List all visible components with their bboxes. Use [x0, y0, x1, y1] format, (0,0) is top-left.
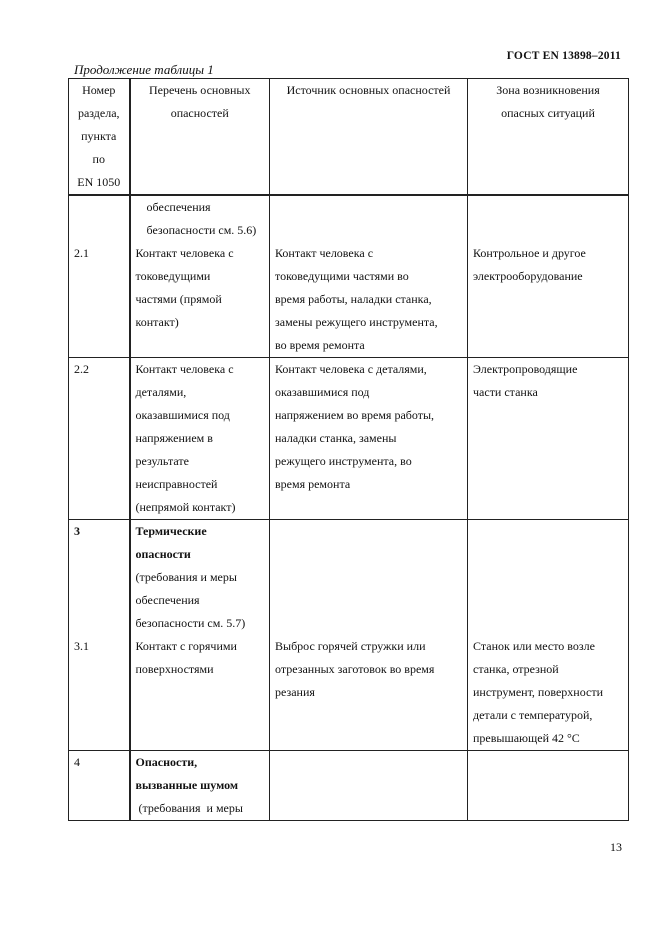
row-3-source — [270, 520, 468, 751]
text-line: электрооборудование — [473, 269, 583, 283]
text-line: режущего инструмента, во — [275, 454, 412, 468]
row-4-zone — [468, 751, 629, 821]
table-row-2-1 — [69, 195, 629, 358]
text-line: напряжением во время работы, — [275, 408, 435, 422]
row-4-note — [136, 797, 265, 820]
row-3-hazard — [130, 520, 270, 751]
document-code: ГОСТ EN 13898–2011 — [506, 50, 621, 62]
text-line: пункта — [81, 129, 117, 143]
text-line: (требования и меры — [135, 801, 243, 815]
row-2-1-carry-text — [136, 196, 265, 242]
table-continuation-caption: Продолжение таблицы 1 — [74, 62, 214, 77]
row-2-1-hazard — [130, 195, 270, 358]
row-3-1-zone-text — [473, 635, 623, 750]
row-3-number: 3 3.1 — [69, 520, 130, 751]
text-line: инструмент, поверхности — [473, 685, 603, 699]
table-header-row — [69, 79, 629, 196]
text-line: время работы, наладки станка, — [275, 292, 432, 306]
text-line: Контакт человека с деталями, — [275, 362, 427, 376]
text-line: время ремонта — [275, 477, 351, 491]
row-2-2-zone — [468, 358, 629, 520]
text-line: по — [92, 152, 105, 166]
text-line: безопасности см. 5.6) — [146, 223, 257, 237]
table-row-3 — [69, 520, 629, 751]
text-line: Опасности, — [135, 755, 198, 769]
row-2-1-source-text — [275, 242, 462, 357]
text-line: EN 1050 — [77, 175, 121, 189]
text-line: контакт) — [135, 315, 179, 329]
text-line: отрезанных заготовок во время — [275, 662, 435, 676]
text-line: Электропроводящие — [473, 362, 578, 376]
text-line: (непрямой контакт) — [135, 500, 236, 514]
text-line: неисправностей — [135, 477, 218, 491]
text-line: Контрольное и другое — [473, 246, 586, 260]
text-line: напряжением в — [135, 431, 213, 445]
text-line: оказавшимися под — [135, 408, 230, 422]
text-line: детали с температурой, — [473, 708, 593, 722]
text-line: резания — [275, 685, 315, 699]
text-line: во время ремонта — [275, 338, 365, 352]
text-line: частями (прямой — [135, 292, 222, 306]
text-line: результате — [135, 454, 189, 468]
text-line: превышающей 42 °С — [473, 731, 580, 745]
row-4-title — [136, 751, 265, 797]
text-line: безопасности см. 5.7) — [135, 616, 246, 630]
header-hazard-zone — [468, 79, 629, 196]
text-line: Перечень основных — [149, 83, 251, 97]
text-line: токоведущими — [135, 269, 211, 283]
text-line: Контакт человека с — [135, 246, 234, 260]
row-4-hazard — [130, 751, 270, 821]
row-2-1-source — [270, 195, 468, 358]
text-line: поверхностями — [135, 662, 214, 676]
row-3-1-source-text — [275, 635, 462, 704]
row-3-zone — [468, 520, 629, 751]
row-2-2-hazard — [130, 358, 270, 520]
page-number: 13 — [610, 840, 622, 854]
header-hazard-source — [270, 79, 468, 196]
text-line: вызванные шумом — [135, 778, 239, 792]
text-line: Контакт человека с — [275, 246, 374, 260]
text-line: станка, отрезной — [473, 662, 559, 676]
text-line: Контакт человека с — [135, 362, 234, 376]
row-2-2-source — [270, 358, 468, 520]
text-line: оказавшимися под — [275, 385, 370, 399]
text-line: Источник основных опасностей — [286, 83, 451, 97]
text-line: токоведущими частями во — [275, 269, 409, 283]
text-line: обеспечения — [135, 593, 200, 607]
text-line: деталями, — [135, 385, 187, 399]
row-4-source — [270, 751, 468, 821]
table-row-4 — [69, 751, 629, 821]
row-2-1-hazard-text — [136, 242, 265, 334]
text-line: опасных ситуаций — [501, 106, 595, 120]
text-line: Термические — [135, 524, 207, 538]
header-section-number — [69, 79, 130, 196]
text-line: замены режущего инструмента, — [275, 315, 438, 329]
row-2-1-zone-text — [473, 242, 623, 288]
text-line: наладки станка, замены — [275, 431, 397, 445]
table-row-2-2 — [69, 358, 629, 520]
row-3-1-hazard-text — [136, 635, 265, 681]
row-3-note — [136, 566, 265, 635]
hazards-table — [68, 78, 629, 821]
row-2-1-zone — [468, 195, 629, 358]
text-line: (требования и меры — [135, 570, 237, 584]
text-line: Зона возникновения — [496, 83, 600, 97]
text-line: части станка — [473, 385, 538, 399]
text-line: опасностей — [170, 106, 229, 120]
text-line: раздела, — [77, 106, 120, 120]
row-2-1-number: 2.1 — [69, 195, 130, 358]
text-line: опасности — [135, 547, 191, 561]
text-line: обеспечения — [146, 200, 211, 214]
row-2-2-number: 2.2 — [69, 358, 130, 520]
header-hazard-list — [130, 79, 270, 196]
text-line: Станок или место возле — [473, 639, 595, 653]
text-line: Номер — [82, 83, 116, 97]
text-line: Контакт с горячими — [135, 639, 237, 653]
text-line: Выброс горячей стружки или — [275, 639, 426, 653]
row-4-number: 4 — [69, 751, 130, 821]
row-3-title — [136, 520, 265, 566]
